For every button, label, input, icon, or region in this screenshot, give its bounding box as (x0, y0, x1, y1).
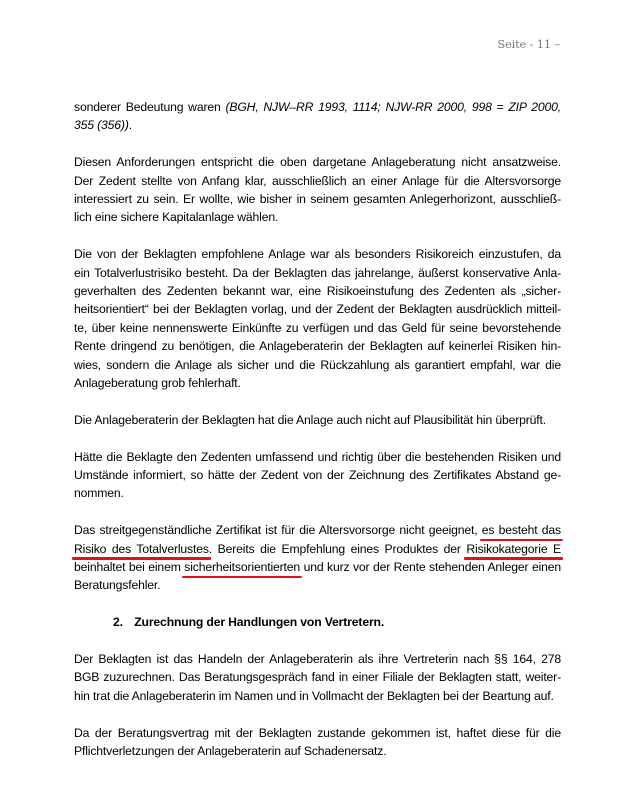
text-line: Die Anlageberaterin der Beklagten hat die Anlage auch nicht auf Plausibilität hin überprüft. (74, 412, 546, 427)
document-body (74, 98, 561, 779)
text-line: Anlageberatung grob fehlerhaft. (74, 376, 241, 391)
text-line (74, 116, 561, 134)
text-line (74, 540, 561, 558)
citation-text: (BGH, NJW–RR 1993, 1114; NJW-RR 2000, 998 = ZIP 2000, (225, 100, 561, 114)
red-underline-mark: Risiko des Totalverlustes (74, 541, 209, 556)
text-span: . Bereits die Empfehlung eines Produktes der (208, 541, 467, 556)
red-underline-mark: Risikokategorie E (466, 541, 561, 556)
text-line (74, 558, 561, 576)
paragraph-liability (74, 724, 561, 761)
paragraph-attribution (74, 650, 561, 705)
text-span: . (128, 118, 132, 133)
text-line (74, 98, 561, 116)
paragraph-plausibility (74, 411, 561, 429)
red-underline-mark: sicherheitsorientierten (184, 560, 301, 575)
text-line: wies, sondern die Anlage als sicher und die Rückzahlung als garantiert empfahl, war die (74, 357, 561, 372)
paragraph-requirements (74, 153, 561, 227)
text-line: Pflichtverletzungen der Anlageberaterin auf Schadenersatz. (74, 744, 387, 759)
text-line: Hätte die Beklagte den Zedenten umfassend und richtig über die bestehenden Risiken und (74, 449, 561, 464)
text-line: geverhalten des Zedenten bekannt war, eine Risikoeinstufung des Zedenten als „sicher- (74, 284, 561, 299)
text-span: beinhaltet bei einem (74, 560, 185, 575)
text-line: te, über keine nennenswerte Einkünfte zu verfügen und das Geld für seine bevorstehende (74, 320, 561, 335)
section-title: Zurechnung der Handlungen von Vertretern. (134, 615, 385, 630)
text-line: lich eine sichere Kapitalanlage wählen. (74, 210, 279, 225)
paragraph-causality (74, 448, 561, 503)
paragraph-risk-assessment (74, 245, 561, 392)
text-line: Umstände informiert, so hätte der Zedent von der Zeichnung des Zertifikates Abstand ge- (74, 468, 561, 483)
paragraph-citation (74, 98, 561, 135)
text-span: sonderer Bedeutung waren (74, 100, 226, 114)
text-line (74, 521, 561, 539)
citation-text: 355 (356)) (74, 118, 129, 133)
text-line: nommen. (74, 486, 124, 501)
text-line: Beratungsfehler. (74, 578, 161, 593)
red-underline-mark: es besteht das (481, 523, 561, 538)
text-line: Der Zedent stellte von Anfang klar, ausschließlich an einer Anlage für die Altersvorsorge (74, 173, 561, 188)
section-heading (74, 613, 561, 631)
page-number-header: Seite - 11 – (497, 37, 560, 51)
text-line: Diesen Anforderungen entspricht die oben dargetane Anlageberatung nicht ansatzweise. (74, 155, 561, 170)
text-line: ein Totalverlustrisiko besteht. Da der Beklagten das jahrelange, äußerst konservative Anla- (74, 265, 561, 280)
text-line: Da der Beratungsvertrag mit der Beklagten zustande gekommen ist, haftet diese für die (74, 725, 561, 740)
text-span: und kurz vor der Rente stehenden Anleger einen (300, 560, 562, 575)
paragraph-certificate-unsuitable (74, 521, 561, 595)
text-line: heitsorientiert“ bei der Beklagten vorlag, und der Zedent der Beklagten ausdrücklich mitteil- (74, 302, 561, 317)
text-line: interessiert zu sein. Er wollte, wie bisher in seinem gesamten Anlegerhorizont, ausschließ- (74, 192, 561, 207)
text-line: Der Beklagten ist das Handeln der Anlageberaterin als ihre Vertreterin nach §§ 164, 278 (74, 652, 561, 667)
text-line: Rente dringend zu benötigen, die Anlageberaterin der Beklagten auf keinerlei Risiken hin- (74, 339, 561, 354)
text-line: BGB zuzurechnen. Das Beratungsgespräch fand in einer Filiale der Beklagten statt, weiter- (74, 670, 561, 685)
text-line: hin trat die Anlageberaterin im Namen und in Vollmacht der Beklagten bei der Beartung auf. (74, 688, 554, 703)
text-line: Die von der Beklagten empfohlene Anlage war als besonders Risikoreich einzustufen, da (74, 247, 561, 262)
section-number: 2. (113, 615, 123, 630)
text-span: Das streitgegenständliche Zertifikat ist für die Altersvorsorge nicht geeignet, (74, 523, 482, 538)
